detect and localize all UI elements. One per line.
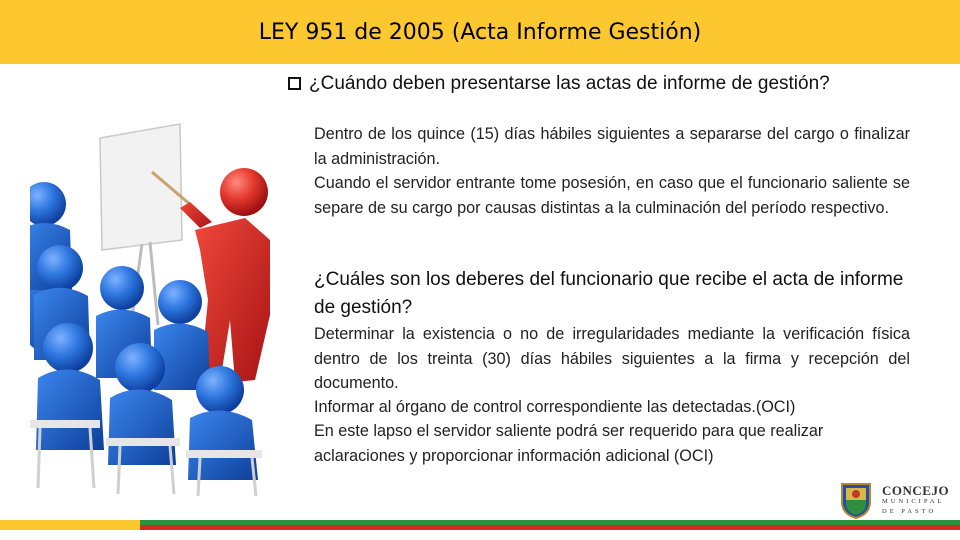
header-bar [0,0,960,64]
answer-2-paragraph-1: Determinar la existencia o no de irregularidades mediante la verificación física dentro de los treinta (30) días hábiles siguientes a la firma y recepción del documento. [314,325,910,392]
coat-of-arms-icon [836,480,876,520]
stripe-yellow-lower [0,525,140,530]
checkbox-bullet-icon [288,77,301,90]
question-1 [288,73,928,95]
question-2: ¿Cuáles son los deberes del funcionario que recibe el acta de informe de gestión? [314,269,904,318]
answer-1-paragraph-1: Dentro de los quince (15) días hábiles siguientes a separarse del cargo o finalizar la administración. [314,125,910,168]
footer-stripes [0,520,960,532]
presentation-illustration [30,120,312,496]
answer-1-paragraph-2: Cuando el servidor entrante tome posesión, en caso que el funcionario saliente se separe de su cargo por causas distintas a la culminación del período respectivo. [314,174,910,217]
logo-line-1: CONCEJO [882,483,950,498]
logo [882,484,949,517]
page-title: LEY 951 de 2005 (Acta Informe Gestión) [258,20,702,45]
stripe-red [140,525,960,530]
answer-2-paragraph-3: En este lapso el servidor saliente podrá ser requerido para que realizar aclaraciones y proporcionar información adicional (OCI) [314,422,824,465]
answer-2-paragraph-2: Informar al órgano de control correspondiente las detectadas.(OCI) [314,398,796,416]
question-1-text: ¿Cuándo deben presentarse las actas de informe de gestión? [309,73,830,94]
logo-line-3: DE PASTO [882,508,937,515]
logo-line-2: MUNICIPAL [882,498,945,505]
